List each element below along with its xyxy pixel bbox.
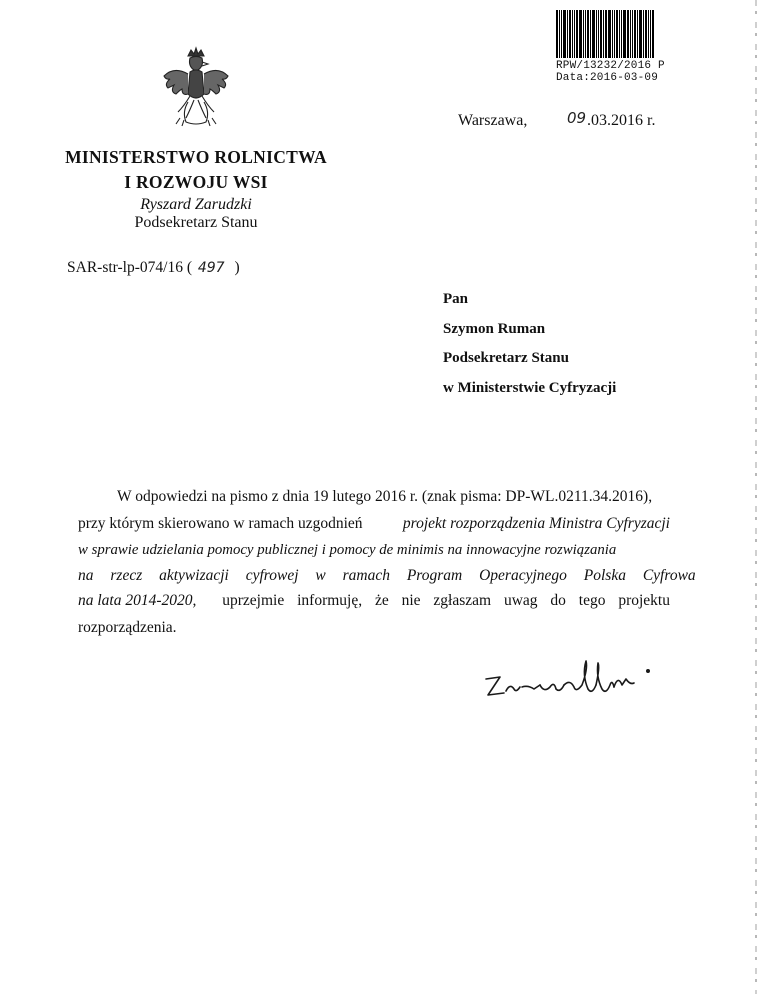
official-title: Podsekretarz Stanu: [134, 214, 258, 231]
date-day-handwritten: 09: [567, 109, 587, 127]
addressee-title: Podsekretarz Stanu: [443, 350, 569, 366]
body-line-5: [78, 592, 670, 610]
registration-number: RPW/13232/2016 P: [556, 60, 665, 72]
addressee-name: Szymon Ruman: [443, 321, 546, 337]
body-line-6: rozporządzenia.: [78, 619, 177, 636]
body-line-2-regular: przy którym skierowano w ramach uzgodnień: [78, 515, 363, 532]
body-line-2: [78, 515, 670, 533]
date-city: Warszawa,: [458, 112, 528, 129]
ministry-name-line2: I ROZWOJU WSI: [124, 172, 268, 192]
reference-number: [67, 259, 240, 277]
addressee-salutation: Pan: [443, 291, 469, 307]
body-line-3: w sprawie udzielania pomocy publicznej i pomocy de minimis na innowacyjne rozwiązania: [78, 542, 617, 558]
addressee-institution: w Ministerstwie Cyfryzacji: [443, 380, 617, 396]
handwritten-signature: [484, 655, 662, 705]
registration-date: Data:2016-03-09: [556, 72, 659, 84]
barcode: [556, 10, 656, 58]
body-line-2-italic: projekt rozporządzenia Ministra Cyfryzacji: [402, 515, 670, 532]
polish-eagle-emblem-icon: [160, 46, 232, 128]
reference-number-handwritten: 497: [197, 260, 225, 276]
body-line-5-italic: na lata 2014-2020,: [78, 592, 197, 609]
body-line-4: na rzecz aktywizacji cyfrowej w ramach Program Operacyjnego Polska Cyfrowa: [78, 567, 696, 584]
official-name: Ryszard Zarudzki: [140, 196, 252, 213]
reference-prefix: SAR-str-lp-074/16 (: [67, 259, 192, 276]
reference-suffix: ): [234, 259, 240, 276]
date-rest: .03.2016 r.: [587, 112, 656, 129]
body-line-1: W odpowiedzi na pismo z dnia 19 lutego 2016 r. (znak pisma: DP-WL.0211.34.2016),: [117, 488, 653, 505]
body-line-5-regular: uprzejmie informuję, że nie zgłaszam uwag do tego projektu: [222, 592, 670, 609]
ministry-name-line1: MINISTERSTWO ROLNICTWA: [65, 147, 327, 167]
scan-edge-artifact: [755, 0, 757, 994]
